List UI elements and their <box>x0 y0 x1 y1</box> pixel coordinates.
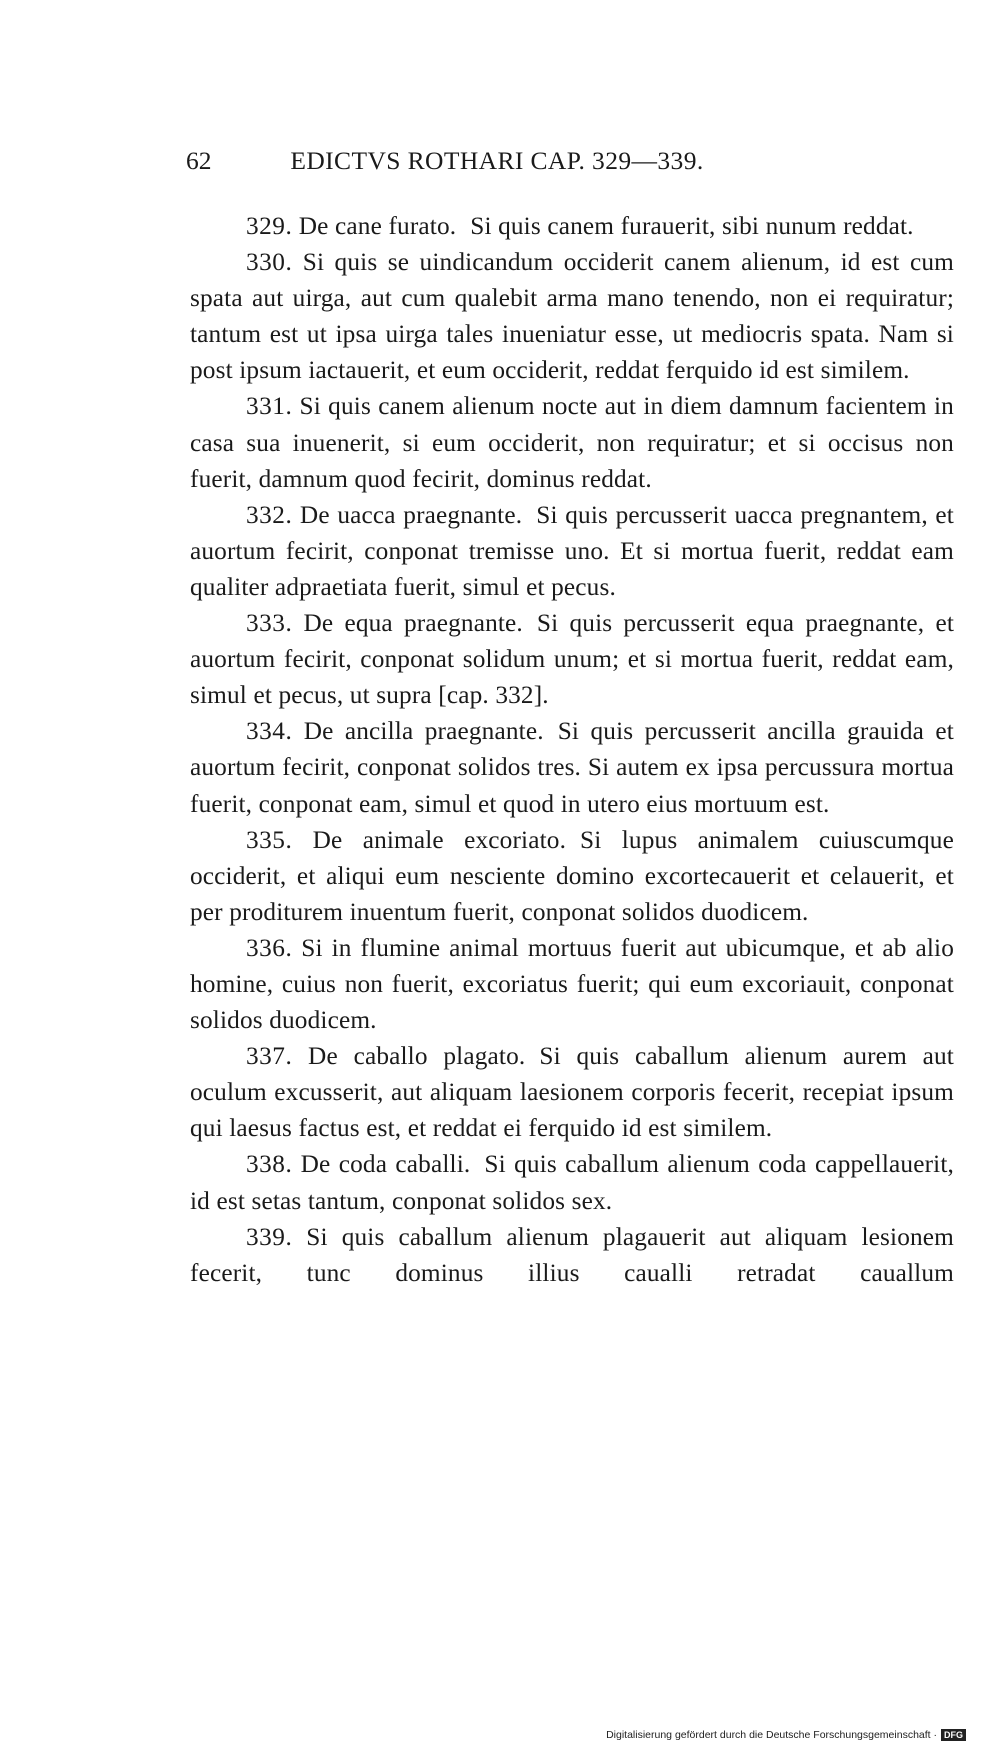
digitization-credit <box>606 1728 966 1742</box>
chapter-paragraph <box>190 388 954 496</box>
chapter-paragraph <box>190 1146 954 1218</box>
chapter-text: Si quis canem alienum nocte aut in diem damnum facientem in casa sua inuenerit, si eum occiderit, non requiratur; et si occisus non fuerit, damnum quod fecirit, dominus reddat. <box>190 392 954 493</box>
chapter-text: Si quis caballum alienum aurem aut oculum excusserit, aut aliquam laesionem corporis fecerit, recepiat ipsum qui laesus factus est, et reddat ei ferquido id est similem. <box>190 1042 954 1143</box>
chapter-number: 331. <box>246 392 293 421</box>
chapter-paragraph <box>190 1219 954 1291</box>
running-head: EDICTVS ROTHARI CAP. 329—339. <box>290 146 704 175</box>
chapter-paragraph <box>190 930 954 1038</box>
chapter-title: De caballo plagato. <box>308 1042 526 1071</box>
body-text <box>190 208 954 1291</box>
chapter-paragraph <box>190 822 954 930</box>
chapter-text: Si quis canem furauerit, sibi nunum reddat. <box>470 212 914 240</box>
dfg-logo: DFG <box>941 1729 966 1741</box>
chapter-text: Si quis percusserit ancilla grauida et auortum fecirit, conponat solidos tres. Si autem ex ipsa percussura mortua fuerit, conponat eam, simul et quod in utero eius mortuum est. <box>190 717 954 818</box>
chapter-number: 336. <box>246 933 293 962</box>
chapter-paragraph <box>190 1038 954 1146</box>
chapter-title: De uacca praegnante. <box>299 500 523 529</box>
chapter-title: De animale excoriato. <box>312 825 567 854</box>
credit-text: Digitalisierung gefördert durch die Deutsche Forschungsgemeinschaft · <box>606 1729 937 1741</box>
chapter-number: 332. <box>246 500 293 529</box>
chapter-text: Si in flumine animal mortuus fuerit aut ubicumque, et ab alio homine, cuius non fuerit, excoriatus fuerit; qui eum excoriauit, conponat solidos duodicem. <box>190 933 954 1035</box>
chapter-paragraph <box>190 605 954 713</box>
chapter-text: Si quis caballum alienum coda cappellauerit, id est setas tantum, conponat solidos sex. <box>190 1150 954 1215</box>
chapter-text: Si lupus animalem cuiuscumque occiderit, et aliqui eum nesciente domino excortecauerit et celauerit, et per proditurem inuentum fuerit, conponat solidos duodicem. <box>190 825 954 926</box>
chapter-title: De cane furato. <box>298 212 457 240</box>
chapter-title: De coda caballi. <box>300 1150 471 1179</box>
chapter-paragraph <box>190 497 954 605</box>
chapter-title: De ancilla praegnante. <box>303 717 544 746</box>
page-number: 62 <box>186 146 212 175</box>
chapter-paragraph <box>190 208 954 244</box>
chapter-number: 339. <box>246 1222 293 1251</box>
chapter-number: 330. <box>246 248 293 277</box>
page-header <box>186 143 808 179</box>
chapter-text: Si quis se uindicandum occiderit canem alienum, id est cum spata aut uirga, aut cum qualebit arma mano tenendo, non ei requiratur; tantum est ut ipsa uirga tales inueniatur esse, ut mediocris spata. Nam si post ipsum iactauerit, et eum occiderit, reddat ferquido id est similem. <box>190 248 954 385</box>
chapter-number: 329. <box>246 212 293 240</box>
chapter-title: De equa praegnante. <box>303 609 523 638</box>
chapter-text: Si quis caballum alienum plagauerit aut aliquam lesionem fecerit, tunc dominus illius caualli retradat cauallum <box>190 1222 954 1287</box>
chapter-number: 334. <box>246 717 293 746</box>
chapter-number: 335. <box>246 825 293 854</box>
chapter-number: 338. <box>246 1150 293 1179</box>
chapter-text: Si quis percusserit equa praegnante, et auortum fecirit, conponat solidum unum; et si mortua fuerit, reddat eam, simul et pecus, ut supra [cap. 332]. <box>190 609 955 710</box>
chapter-paragraph <box>190 713 954 821</box>
chapter-number: 333. <box>246 609 293 638</box>
chapter-paragraph <box>190 244 954 388</box>
chapter-text: Si quis percusserit uacca pregnantem, et auortum fecirit, conponat tremisse uno. Et si mortua fuerit, reddat eam qualiter adpraetiata fuerit, simul et pecus. <box>190 500 954 601</box>
chapter-number: 337. <box>246 1042 293 1071</box>
